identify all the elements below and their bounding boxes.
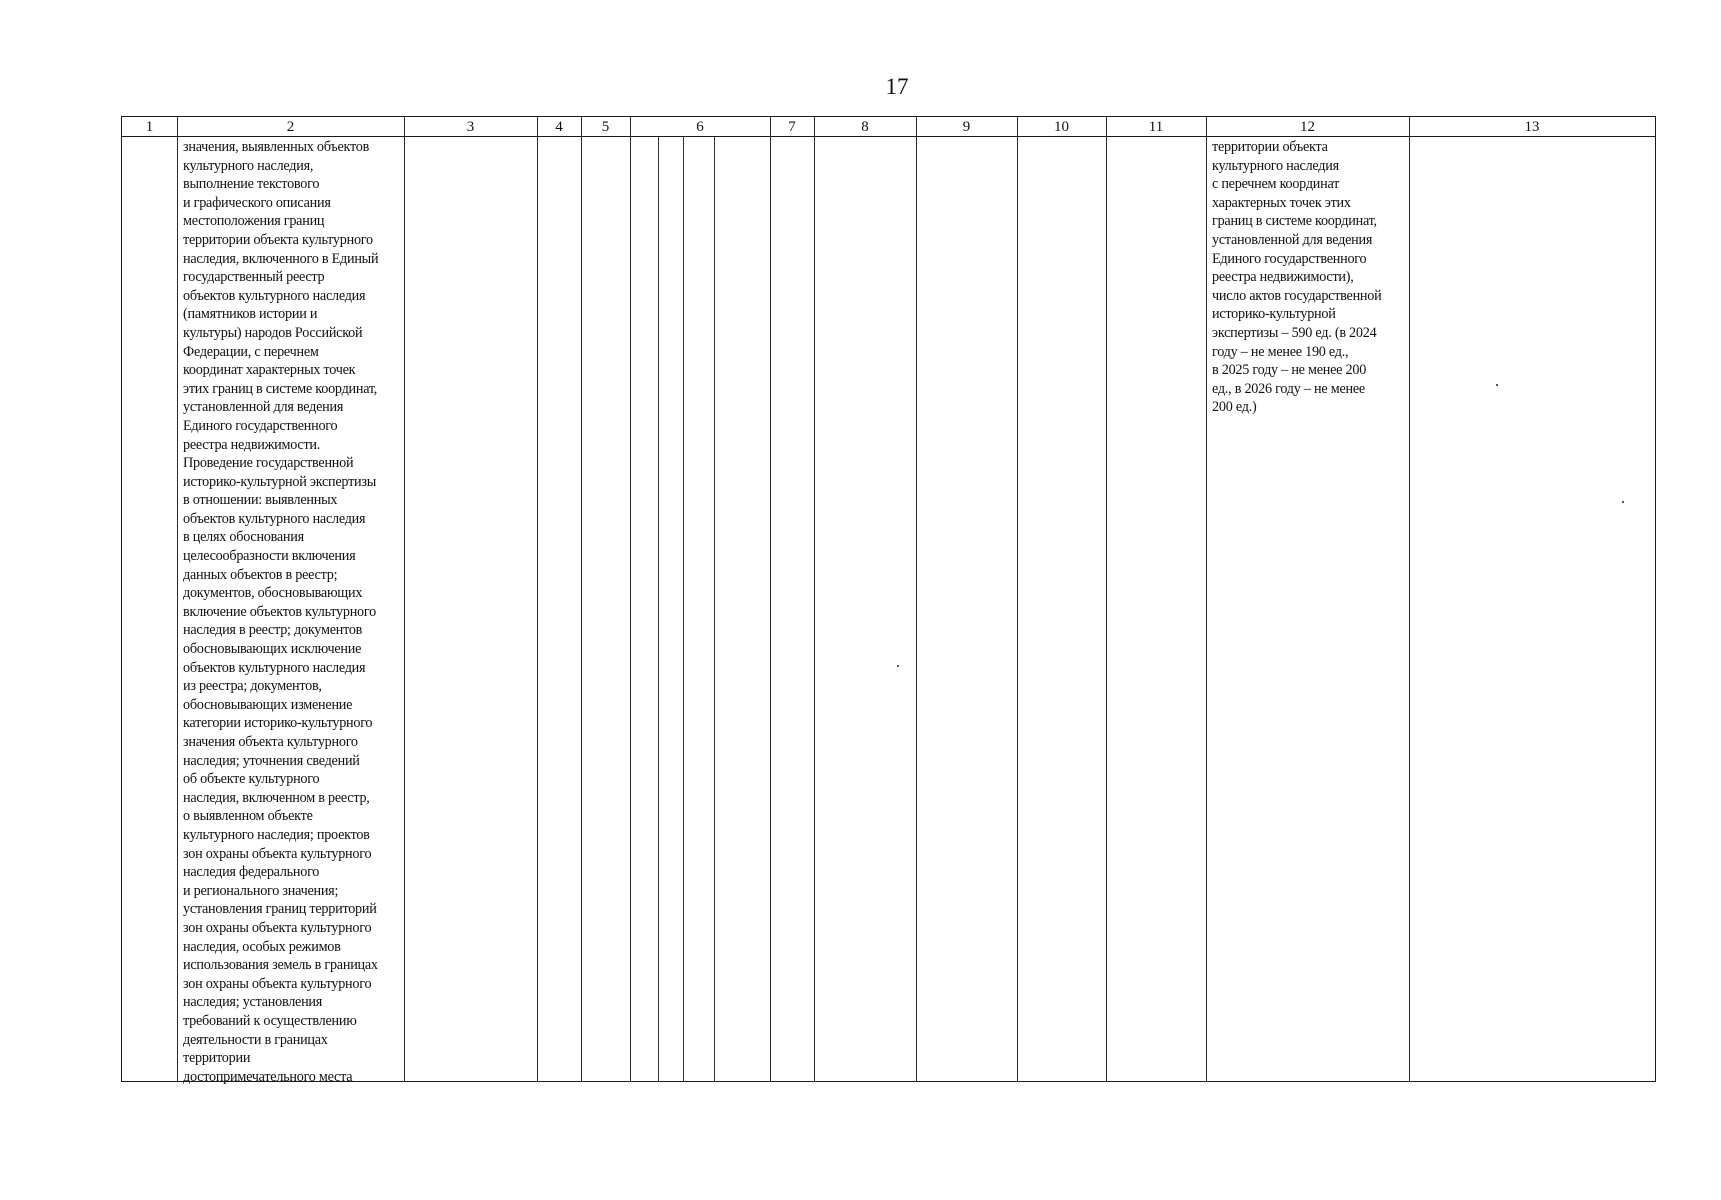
scan-speck bbox=[897, 665, 899, 667]
text-line: обосновывающих исключение bbox=[183, 641, 362, 658]
scan-speck bbox=[1622, 501, 1624, 503]
header-col-11: 11 bbox=[1148, 119, 1164, 135]
text-line: об объекте культурного bbox=[183, 771, 320, 788]
header-col-6: 6 bbox=[696, 119, 704, 135]
column-border bbox=[537, 117, 538, 1081]
column-border bbox=[177, 117, 178, 1081]
text-line: установленной для ведения bbox=[1212, 231, 1373, 248]
text-line: году – не менее 190 ед., bbox=[1212, 343, 1349, 360]
text-line: историко-культурной экспертизы bbox=[183, 473, 377, 490]
text-line: использования земель в границах bbox=[183, 957, 378, 974]
text-line: экспертизы – 590 ед. (в 2024 bbox=[1212, 324, 1377, 341]
text-line: наследия, включенного в Единый bbox=[183, 250, 379, 267]
text-line: наследия; уточнения сведений bbox=[183, 752, 360, 769]
text-line: наследия; установления bbox=[183, 994, 323, 1011]
text-line: Проведение государственной bbox=[183, 455, 354, 472]
text-line: территории объекта культурного bbox=[183, 231, 373, 248]
column-border bbox=[404, 117, 405, 1081]
text-line: ед., в 2026 году – не менее bbox=[1212, 380, 1365, 397]
text-line: культурного наследия, bbox=[183, 157, 314, 174]
text-line: государственный реестр bbox=[183, 269, 325, 286]
text-line: значения, выявленных объектов bbox=[183, 139, 370, 155]
text-line: историко-культурной bbox=[1212, 306, 1336, 323]
text-line: в целях обоснования bbox=[183, 529, 304, 546]
text-line: характерных точек этих bbox=[1212, 194, 1351, 211]
text-line: достопримечательного места bbox=[183, 1068, 353, 1085]
text-line: территории объекта bbox=[1212, 139, 1328, 155]
text-line: с перечнем координат bbox=[1212, 176, 1340, 193]
text-line: деятельности в границах bbox=[183, 1031, 328, 1048]
text-line: объектов культурного наследия bbox=[183, 510, 366, 527]
text-line: в 2025 году – не менее 200 bbox=[1212, 362, 1367, 379]
text-line: Федерации, с перечнем bbox=[183, 343, 319, 360]
text-line: 200 ед.) bbox=[1212, 399, 1257, 416]
text-line: объектов культурного наследия bbox=[183, 287, 366, 304]
text-line: о выявленном объекте bbox=[183, 808, 313, 825]
text-line: и графического описания bbox=[183, 194, 331, 211]
text-line: требований к осуществлению bbox=[183, 1012, 357, 1029]
column-border bbox=[1017, 117, 1018, 1081]
column-6-subdivider bbox=[658, 137, 659, 1081]
header-col-9: 9 bbox=[962, 119, 971, 135]
text-line: координат характерных точек bbox=[183, 362, 356, 379]
text-line: территории bbox=[183, 1050, 251, 1067]
text-line: значения объекта культурного bbox=[183, 734, 358, 750]
text-line: (памятников истории и bbox=[183, 306, 318, 323]
header-col-12: 12 bbox=[1300, 119, 1315, 135]
text-line: Единого государственного bbox=[183, 417, 338, 434]
text-line: границ в системе координат, bbox=[1212, 213, 1377, 230]
text-line: установленной для ведения bbox=[183, 399, 344, 416]
text-line: наследия федерального bbox=[183, 864, 320, 881]
text-line: объектов культурного наследия bbox=[183, 659, 366, 676]
header-col-13: 13 bbox=[1524, 119, 1540, 135]
column-border bbox=[916, 117, 917, 1081]
header-col-4: 4 bbox=[555, 119, 563, 135]
text-line: культуры) народов Российской bbox=[183, 324, 363, 341]
text-line: зон охраны объекта культурного bbox=[183, 845, 372, 862]
text-line: реестра недвижимости), bbox=[1212, 269, 1354, 286]
text-line: зон охраны объекта культурного bbox=[183, 975, 372, 992]
text-line: местоположения границ bbox=[183, 213, 325, 230]
text-line: обосновывающих изменение bbox=[183, 696, 353, 713]
column-border bbox=[770, 117, 771, 1081]
column-border bbox=[1106, 117, 1107, 1081]
text-line: Единого государственного bbox=[1212, 250, 1367, 267]
page-number: 17 bbox=[885, 74, 909, 99]
header-col-5: 5 bbox=[601, 119, 610, 135]
header-col-2: 2 bbox=[286, 119, 295, 135]
text-line: реестра недвижимости. bbox=[183, 436, 321, 453]
header-col-1: 1 bbox=[145, 119, 154, 135]
text-line: целесообразности включения bbox=[183, 548, 356, 565]
text-line: в отношении: выявленных bbox=[183, 492, 338, 509]
text-line: включение объектов культурного bbox=[183, 603, 376, 620]
text-line: число актов государственной bbox=[1212, 287, 1382, 304]
text-line: документов, обосновывающих bbox=[183, 585, 363, 602]
column-border bbox=[581, 117, 582, 1081]
header-col-10: 10 bbox=[1054, 119, 1069, 135]
text-line: данных объектов в реестр; bbox=[183, 566, 338, 583]
text-line: и регионального значения; bbox=[183, 882, 339, 899]
text-line: категории историко-культурного bbox=[183, 715, 373, 732]
header-separator bbox=[122, 136, 1655, 137]
text-line: из реестра; документов, bbox=[183, 678, 322, 695]
text-line: наследия в реестр; документов bbox=[183, 622, 363, 639]
column-border bbox=[814, 117, 815, 1081]
scan-speck bbox=[1496, 384, 1498, 386]
text-line: наследия, особых режимов bbox=[183, 938, 341, 955]
text-line: зон охраны объекта культурного bbox=[183, 919, 372, 936]
text-line: наследия, включенном в реестр, bbox=[183, 789, 370, 806]
column-border bbox=[1409, 117, 1410, 1081]
text-line: этих границ в системе координат, bbox=[183, 380, 378, 397]
data-table bbox=[121, 116, 1656, 1085]
text-line: культурного наследия; проектов bbox=[183, 826, 370, 843]
column-6-subdivider bbox=[714, 137, 715, 1081]
column-border bbox=[630, 117, 631, 1081]
column-6-subdivider bbox=[683, 137, 684, 1081]
text-line: выполнение текстового bbox=[183, 176, 320, 193]
column-border bbox=[1206, 117, 1207, 1081]
column-12-text bbox=[1212, 138, 1407, 417]
header-col-3: 3 bbox=[466, 119, 475, 135]
column-2-text bbox=[183, 138, 401, 1086]
header-col-8: 8 bbox=[861, 119, 869, 135]
text-line: установления границ территорий bbox=[183, 901, 377, 918]
text-line: культурного наследия bbox=[1212, 157, 1339, 174]
header-col-7: 7 bbox=[788, 119, 796, 135]
